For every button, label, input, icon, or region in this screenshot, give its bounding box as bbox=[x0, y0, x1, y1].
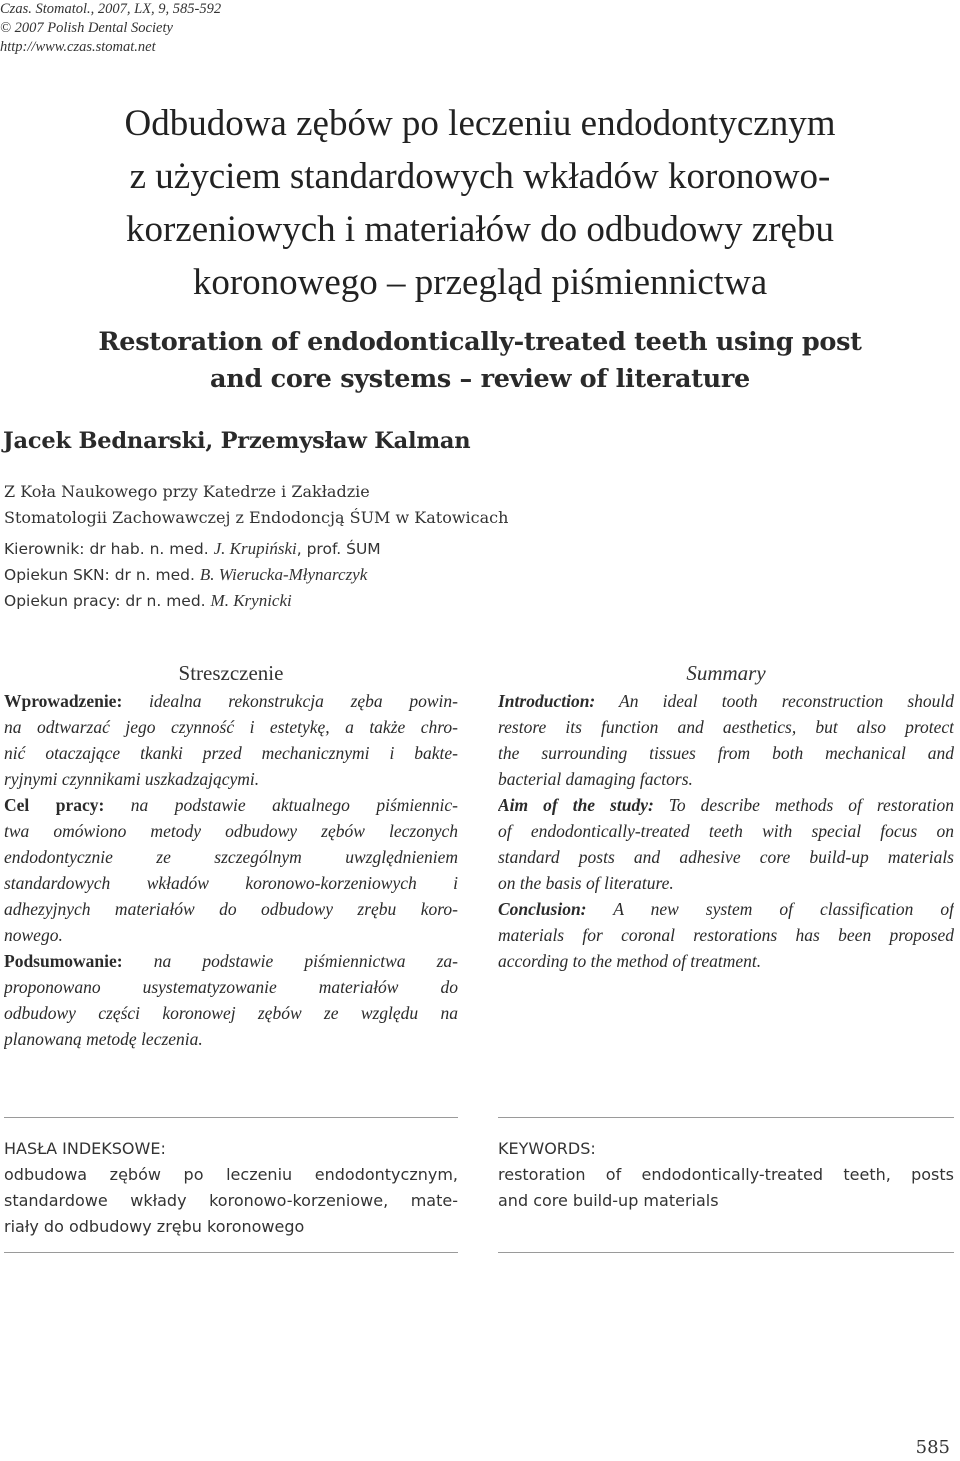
abstract-english bbox=[498, 660, 954, 974]
title-polish-line: koronowego – przegląd piśmiennictwa bbox=[192, 262, 768, 303]
keywords-line: odbudowa zębów po leczeniu endodontycznym, bbox=[4, 1165, 458, 1184]
abstract-english-heading: Summary bbox=[686, 661, 766, 685]
title-polish-line: korzeniowych i materiałów do odbudowy zrębu bbox=[126, 209, 834, 250]
abstract-text: To describe methods of restoration bbox=[653, 795, 954, 815]
work-supervisor bbox=[4, 588, 381, 614]
supervisor-prefix: Opiekun SKN: dr n. med. bbox=[4, 566, 200, 584]
title-english bbox=[0, 324, 960, 398]
abstract-line: twa omówiono metody odbudowy zębów leczonych bbox=[4, 821, 458, 841]
intro-label: Introduction: bbox=[498, 691, 596, 711]
abstract-line: according to the method of treatment. bbox=[498, 951, 762, 971]
affiliation-line: Z Koła Naukowego przy Katedrze i Zakładzie bbox=[4, 482, 370, 501]
abstract-line: materials for coronal restorations has been proposed bbox=[498, 925, 954, 945]
abstract-line: standardowych wkładów koronowo-korzeniowych i bbox=[4, 873, 458, 893]
title-polish-line: Odbudowa zębów po leczeniu endodontycznym bbox=[124, 103, 836, 144]
head-of-department bbox=[4, 536, 381, 562]
title-polish-line: z użyciem standardowych wkładów koronowo- bbox=[129, 156, 831, 197]
keywords-bottom-divider-right bbox=[498, 1252, 954, 1253]
abstract-line bbox=[498, 792, 954, 818]
abstract-text: na podstawie aktualnego piśmiennic- bbox=[104, 795, 458, 815]
abstract-line: na odtwarzać jego czynność i estetykę, a także chro- bbox=[4, 717, 458, 737]
abstract-text: na podstawie piśmiennictwa za- bbox=[122, 951, 458, 971]
abstract-line: endodontycznie ze szczególnym uwzględnieniem bbox=[4, 847, 458, 867]
intro-label: Wprowadzenie: bbox=[4, 691, 123, 711]
affiliation bbox=[4, 479, 508, 531]
keywords-bottom-divider-left bbox=[4, 1252, 458, 1253]
journal-url: http://www.czas.stomat.net bbox=[0, 39, 156, 55]
abstract-line bbox=[4, 948, 458, 974]
abstract-line: planowaną metodę leczenia. bbox=[4, 1029, 203, 1049]
abstract-line: adhezyjnych materiałów do odbudowy zrębu koro- bbox=[4, 899, 458, 919]
keywords-top-divider-left bbox=[4, 1117, 458, 1118]
title-polish bbox=[0, 97, 960, 309]
abstract-line: odbudowy części koronowej zębów ze względu na bbox=[4, 1003, 458, 1023]
summary-label: Podsumowanie: bbox=[4, 951, 123, 971]
supervisor-name: B. Wierucka-Młynarczyk bbox=[199, 565, 368, 584]
abstract-line bbox=[498, 688, 954, 714]
affiliation-line: Stomatologii Zachowawczej z Endodoncją ŚUM w Katowicach bbox=[4, 508, 509, 527]
abstract-line: bacterial damaging factors. bbox=[498, 769, 693, 789]
abstract-text: idealna rekonstrukcja zęba powin- bbox=[122, 691, 458, 711]
keywords-polish bbox=[4, 1136, 458, 1240]
page-number: 585 bbox=[915, 1437, 950, 1458]
aim-label: Aim of the study: bbox=[498, 795, 654, 815]
head-prefix: Kierownik: dr hab. n. med. bbox=[4, 540, 214, 558]
abstract-line: ryjnymi czynnikami uszkadzającymi. bbox=[4, 769, 260, 789]
work-prefix: Opiekun pracy: dr n. med. bbox=[4, 592, 211, 610]
abstract-line: nić otaczające tkanki przed mechanicznymi i bakte- bbox=[4, 743, 458, 763]
keywords-line: restoration of endodontically-treated teeth, posts bbox=[498, 1165, 954, 1184]
abstract-line: proponowano usystematyzowanie materiałów do bbox=[4, 977, 458, 997]
keywords-top-divider-right bbox=[498, 1117, 954, 1118]
abstract-polish-heading: Streszczenie bbox=[178, 661, 284, 685]
staff-info bbox=[4, 536, 381, 614]
abstract-line: of endodontically-treated teeth with special focus on bbox=[498, 821, 954, 841]
keywords-line: standardowe wkłady koronowo-korzeniowe, mate- bbox=[4, 1191, 458, 1210]
keywords-english bbox=[498, 1136, 954, 1214]
abstract-line bbox=[498, 896, 954, 922]
abstract-line bbox=[4, 688, 458, 714]
abstract-line: nowego. bbox=[4, 925, 63, 945]
keywords-line: riały do odbudowy zrębu koronowego bbox=[4, 1217, 305, 1236]
title-english-line: Restoration of endodontically-treated teeth using post bbox=[98, 327, 862, 357]
abstract-line bbox=[4, 792, 458, 818]
abstract-text: An ideal tooth reconstruction should bbox=[595, 691, 954, 711]
conclusion-label: Conclusion: bbox=[498, 899, 587, 919]
abstract-line: on the basis of literature. bbox=[498, 873, 674, 893]
journal-header bbox=[0, 0, 221, 57]
abstract-line: standard posts and adhesive core build-up materials bbox=[498, 847, 954, 867]
head-name: J. Krupiński bbox=[213, 539, 297, 558]
abstract-line: restore its function and aesthetics, but also protect bbox=[498, 717, 954, 737]
aim-label: Cel pracy: bbox=[4, 795, 105, 815]
abstract-polish bbox=[4, 660, 458, 1052]
club-supervisor bbox=[4, 562, 381, 588]
title-english-line: and core systems – review of literature bbox=[210, 364, 750, 394]
abstract-line: the surrounding tissues from both mechanical and bbox=[498, 743, 954, 763]
keywords-line: and core build-up materials bbox=[498, 1191, 719, 1210]
abstract-text: A new system of classification of bbox=[586, 899, 954, 919]
journal-citation: Czas. Stomatol., 2007, LX, 9, 585-592 bbox=[0, 1, 222, 17]
work-name: M. Krynicki bbox=[210, 591, 292, 610]
authors: Jacek Bednarski, Przemysław Kalman bbox=[3, 428, 471, 454]
keywords-polish-title: HASŁA INDEKSOWE: bbox=[4, 1139, 166, 1158]
head-suffix: , prof. ŚUM bbox=[296, 540, 381, 558]
copyright-line: © 2007 Polish Dental Society bbox=[0, 20, 173, 36]
keywords-english-title: KEYWORDS: bbox=[498, 1139, 596, 1158]
